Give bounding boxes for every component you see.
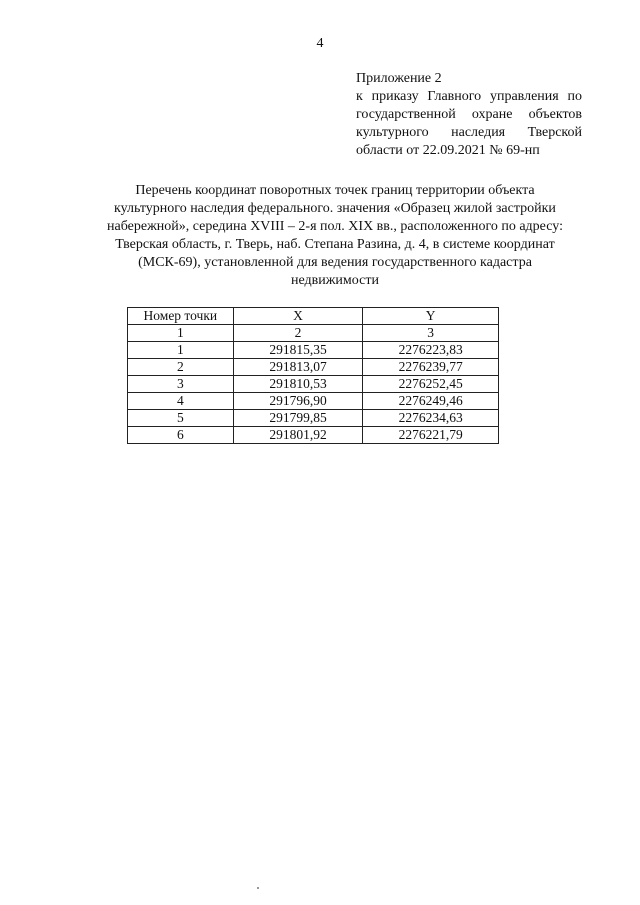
- point-number-cell: 5: [128, 410, 234, 427]
- y-coordinate-cell: 2276252,45: [363, 376, 499, 393]
- heading-line: Перечень координат поворотных точек границ территории объекта: [135, 183, 535, 198]
- table-header-row: [128, 308, 499, 325]
- column-number: 3: [363, 325, 499, 342]
- point-number-cell: 6: [128, 427, 234, 444]
- column-number: 1: [128, 325, 234, 342]
- table-row: [128, 427, 499, 444]
- appendix-line: области от 22.09.2021 № 69-нп: [356, 143, 540, 158]
- scan-speck: [257, 887, 259, 889]
- appendix-block: [356, 70, 582, 160]
- table-numbering-row: [128, 325, 499, 342]
- column-header-y: Y: [363, 308, 499, 325]
- table-row: [128, 359, 499, 376]
- point-number-cell: 2: [128, 359, 234, 376]
- x-coordinate-cell: 291799,85: [233, 410, 363, 427]
- column-header-point-number: Номер точки: [128, 308, 234, 325]
- table-row: [128, 342, 499, 359]
- coordinates-table: [127, 307, 499, 444]
- x-coordinate-cell: 291810,53: [233, 376, 363, 393]
- x-coordinate-cell: 291801,92: [233, 427, 363, 444]
- appendix-line: государственной охране объектов: [356, 107, 582, 122]
- y-coordinate-cell: 2276249,46: [363, 393, 499, 410]
- heading-line: Тверская область, г. Тверь, наб. Степана Разина, д. 4, в системе координат: [115, 237, 555, 252]
- column-header-x: X: [233, 308, 363, 325]
- x-coordinate-cell: 291815,35: [233, 342, 363, 359]
- point-number-cell: 1: [128, 342, 234, 359]
- document-heading: [90, 182, 580, 290]
- point-number-cell: 4: [128, 393, 234, 410]
- table-row: [128, 393, 499, 410]
- heading-line: культурного наследия федерального. значения «Образец жилой застройки: [114, 201, 556, 216]
- y-coordinate-cell: 2276239,77: [363, 359, 499, 376]
- y-coordinate-cell: 2276223,83: [363, 342, 499, 359]
- heading-line: набережной», середина XVIII – 2-я пол. XIX вв., расположенного по адресу:: [107, 219, 563, 234]
- table-row: [128, 410, 499, 427]
- point-number-cell: 3: [128, 376, 234, 393]
- page-number: 4: [316, 36, 324, 51]
- x-coordinate-cell: 291813,07: [233, 359, 363, 376]
- appendix-line: культурного наследия Тверской: [356, 125, 582, 140]
- appendix-title: Приложение 2: [356, 71, 442, 86]
- heading-line: (МСК-69), установленной для ведения государственного кадастра: [138, 255, 532, 270]
- appendix-line: к приказу Главного управления по: [356, 89, 582, 104]
- column-number: 2: [233, 325, 363, 342]
- x-coordinate-cell: 291796,90: [233, 393, 363, 410]
- table-row: [128, 376, 499, 393]
- y-coordinate-cell: 2276234,63: [363, 410, 499, 427]
- y-coordinate-cell: 2276221,79: [363, 427, 499, 444]
- heading-line: недвижимости: [291, 273, 379, 288]
